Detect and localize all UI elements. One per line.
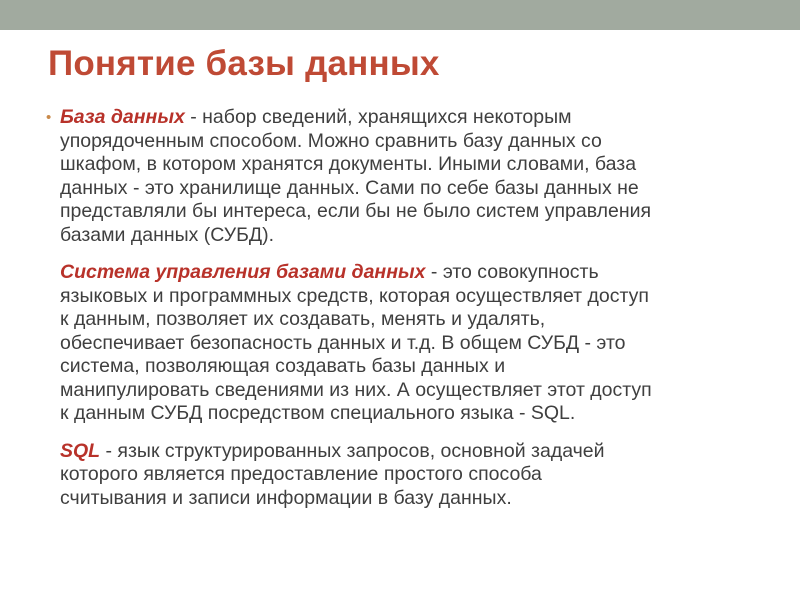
paragraph-line: которого является предоставление простого способа — [60, 463, 542, 485]
paragraph-line: базами данных (СУБД). — [60, 223, 275, 246]
definition-text: - язык структурированных запросов, основной задачей — [100, 439, 605, 462]
slide-title: Понятие базы данных — [48, 44, 440, 83]
term-sql: SQL — [60, 439, 101, 462]
paragraph-line: языковых и программных средств, которая осуществляет доступ — [60, 284, 649, 307]
definition-text: - набор сведений, хранящихся некоторым — [184, 106, 572, 128]
paragraph-line: манипулировать сведениями из них. А осуществляет этот доступ — [60, 378, 652, 401]
paragraph-line: система, позволяющая создавать базы данных и — [60, 355, 506, 377]
paragraph-line: к данным СУБД посредством специального языка - SQL. — [60, 402, 576, 424]
paragraph-database — [48, 106, 768, 247]
definition-text: - это совокупность — [425, 261, 599, 283]
term-dbms: Система управления базами данных — [60, 261, 426, 283]
bullet-icon: • — [46, 109, 52, 126]
paragraph-line — [60, 261, 768, 285]
paragraph-line — [60, 106, 768, 130]
top-decorative-bar — [0, 0, 800, 30]
paragraph-line: данных - это хранилище данных. Сами по себе базы данных не — [60, 176, 639, 199]
paragraph-line: к данным, позволяет их создавать, менять и удалять, — [60, 308, 546, 330]
paragraph-line: упорядоченным способом. Можно сравнить базу данных со — [60, 129, 602, 152]
paragraph-line: обеспечивает безопасность данных и т.д. В общем СУБД - это — [60, 331, 626, 354]
paragraph-line — [60, 440, 768, 464]
slide-body — [48, 106, 768, 524]
paragraph-sql — [48, 440, 768, 511]
term-database: База данных — [60, 106, 185, 128]
paragraph-line: считывания и записи информации в базу данных. — [60, 486, 512, 509]
paragraph-line: шкафом, в котором хранятся документы. Иными словами, база — [60, 153, 637, 175]
paragraph-dbms — [48, 261, 768, 426]
paragraph-line: представляли бы интереса, если бы не было систем управления — [60, 200, 652, 222]
